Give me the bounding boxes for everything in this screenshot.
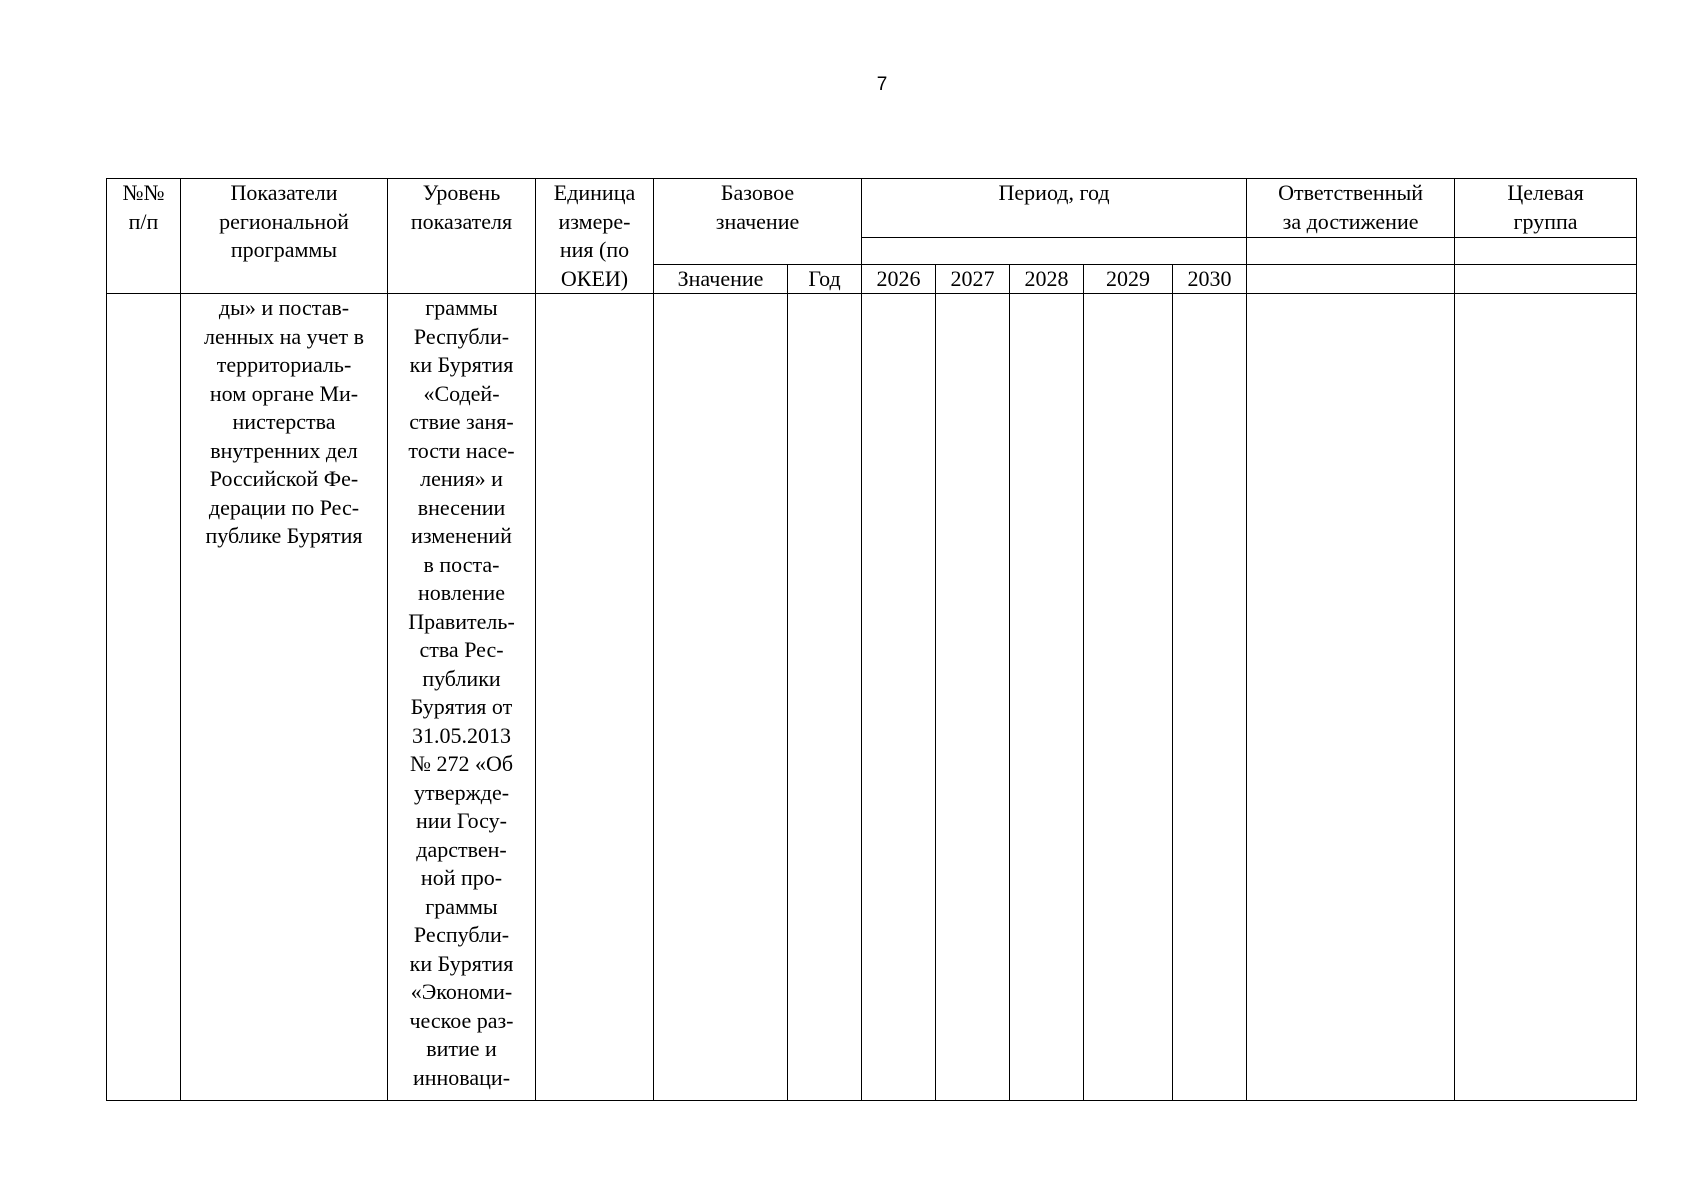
cell-year-2027 [936,294,1010,1101]
cell-level-line: граммы [425,295,498,320]
header-year: 2029 [1084,264,1173,294]
cell-indicator-line: нистерства [232,409,336,434]
cell-indicator-line: Российской Фе- [209,466,359,491]
header-level [388,179,536,294]
header-responsible-line: Ответственный [1278,180,1424,205]
cell-base-value [654,294,788,1101]
cell-indicator-line: публике Бурятия [205,523,363,548]
cell-level-line: изменений [411,523,512,548]
cell-level [388,294,536,1101]
cell-level-line: граммы [425,893,498,919]
header-base-year: Год [788,264,862,294]
header-indicators-line: региональной [219,208,349,234]
header-unit-line: ОКЕИ) [560,265,629,291]
cell-indicator-line: ды» и постав- [218,295,350,320]
header-unit-line: измере- [558,208,631,234]
indicators-table [106,178,1637,1101]
header-indicators-line: программы [230,237,338,262]
header-target-group [1455,179,1637,238]
cell-level-line: новление [418,580,505,605]
cell-level-line: ления» и [420,466,503,491]
header-year: 2030 [1173,264,1247,294]
header-unit [536,179,654,294]
cell-indicator-line: территориаль- [216,352,352,377]
cell-level-line: ства Рес- [419,637,504,662]
cell-indicator-line: ном органе Ми- [209,380,359,406]
header-unit-line: ния (по [559,237,630,262]
header-indicators [181,179,388,294]
table-row [107,294,1637,1101]
header-target-group-line: Целевая [1507,180,1584,205]
cell-level-line: «Экономи- [410,979,513,1004]
cell-level-line: публики [422,665,501,691]
cell-indicator-line: внутренних дел [210,437,358,463]
header-base [654,179,862,265]
cell-level-line: Правитель- [408,608,515,634]
header-base-value: Значение [654,264,788,294]
cell-year-2029 [1084,294,1173,1101]
header-period-spacer [865,208,1243,237]
header-row-1 [107,179,1637,238]
cell-level-line: внесении [417,494,506,520]
cell-level-line: № 272 «Об [409,751,514,776]
header-level-line: показателя [410,208,513,234]
cell-level-line: витие и [426,1036,497,1061]
header-level-line: Уровень [422,180,501,205]
cell-level-line: «Содей- [423,380,500,406]
cell-level-line: 31.05.2013 [412,722,511,748]
header-period-empty [862,237,1247,264]
header-num-line: п/п [128,208,159,234]
cell-year-2030 [1173,294,1247,1101]
header-base-line: Базовое [720,180,795,205]
header-num [107,179,181,294]
header-target-group-sub [1455,264,1637,294]
cell-level-line: дарствен- [416,836,507,862]
cell-year-2028 [1010,294,1084,1101]
header-target-group-line: группа [1513,208,1578,234]
header-period [862,179,1247,238]
cell-base-year [788,294,862,1101]
header-year: 2028 [1010,264,1084,294]
cell-level-line: ки Бурятия [409,950,514,976]
header-unit-line: Единица [553,180,636,205]
header-target-group-empty [1455,237,1637,264]
header-year: 2027 [936,264,1010,294]
cell-unit [536,294,654,1101]
cell-level-line: нии Госу- [416,808,507,833]
cell-indicator [181,294,388,1101]
header-responsible [1247,179,1455,238]
cell-level-line: инноваци- [412,1064,511,1090]
header-responsible-empty [1247,237,1455,264]
header-indicators-line: Показатели [230,180,338,205]
header-responsible-line: за достижение [1282,208,1419,234]
cell-indicator-line: ленных на учет в [204,323,364,349]
header-year: 2026 [862,264,936,294]
page-number: 7 [876,74,888,95]
cell-level-line: ки Бурятия [409,352,514,377]
cell-level-line: ческое раз- [409,1007,514,1033]
cell-level-line: Республи- [413,323,510,349]
header-responsible-sub [1247,264,1455,294]
cell-level-line: Республи- [413,922,510,947]
cell-level-line: Бурятия от [410,694,513,719]
cell-year-2026 [862,294,936,1101]
header-base-line: значение [715,208,800,234]
header-period-label: Период, год [998,180,1110,205]
cell-level-line: тости насе- [408,437,515,463]
cell-responsible [1247,294,1455,1101]
header-num-line: №№ [122,180,165,205]
cell-level-line: утвержде- [413,779,510,805]
cell-num [107,294,181,1101]
cell-level-line: в поста- [423,551,500,577]
cell-target-group [1455,294,1637,1101]
cell-level-line: ствие заня- [409,409,514,434]
cell-level-line: ной про- [420,865,503,890]
cell-indicator-line: дерации по Рес- [208,494,360,520]
